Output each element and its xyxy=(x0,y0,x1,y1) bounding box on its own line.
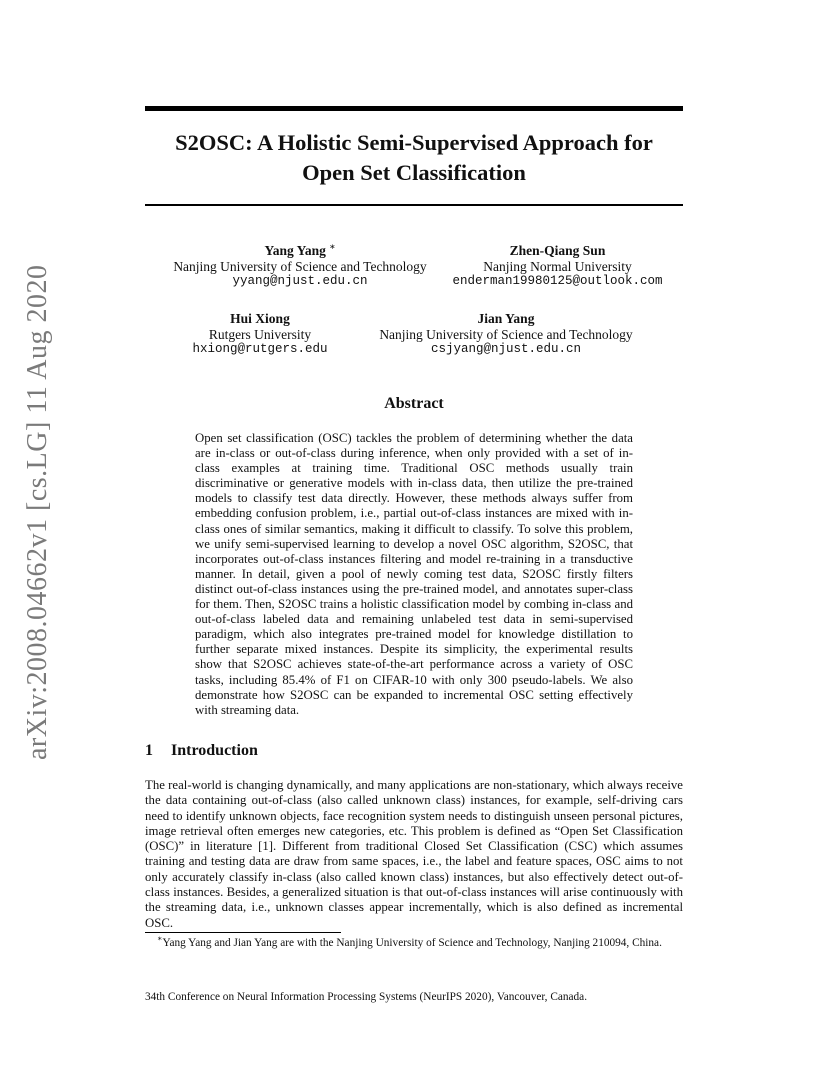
introduction-paragraph: The real-world is changing dynamically, and many applications are non-stationary, which always receive the data containing out-of-class (also called unknown class) instances, for example, self-driving cars need to identify unknown objects, face recognition system needs to distinguish unseen personal pictures, image retrieval often emerges new categories, etc. This problem is defined as “Open Set Classification (OSC)” in literature [1]. Different from traditional Closed Set Classification (CSC) which assumes training and testing data are draw from same spaces, i.e., the label and feature spaces, OSC aims to not only accurately classify in-class (also called known class) instances, but also effectively detect out-of-class instances. Besides, a generalized situation is that out-of-class instances will arise continuously with the streaming data, i.e., unknown classes appear incrementally, which is also defined as incremental OSC. xyxy=(145,778,683,930)
title-line-2: Open Set Classification xyxy=(302,160,526,185)
author-email: yyang@njust.edu.cn xyxy=(232,274,368,288)
section-number: 1 xyxy=(145,742,153,759)
author-name: Hui Xiong xyxy=(230,311,290,326)
author-email: csjyang@njust.edu.cn xyxy=(430,342,582,356)
footnote-mark: ∗ xyxy=(157,934,163,944)
author-affiliation: Nanjing University of Science and Technology xyxy=(173,258,427,274)
author-name: Jian Yang xyxy=(477,311,535,326)
section-heading xyxy=(145,742,258,760)
author-email: enderman19980125@outlook.com xyxy=(452,274,663,288)
author-affiliation: Nanjing Normal University xyxy=(483,258,632,274)
author-block-1 xyxy=(150,243,450,290)
title-line-1: S2OSC: A Holistic Semi-Supervised Approach for xyxy=(175,130,653,155)
author-affiliation: Nanjing University of Science and Technology xyxy=(379,326,633,342)
section-title: Introduction xyxy=(171,742,258,759)
author-email: hxiong@rutgers.edu xyxy=(192,342,328,356)
title-bottom-rule xyxy=(145,204,683,206)
author-name: Yang Yang xyxy=(264,243,326,258)
footnote xyxy=(145,936,683,950)
footnote-text: Yang Yang and Jian Yang are with the Nanjing University of Science and Technology, Nanjing 210094, China. xyxy=(162,937,662,949)
author-name: Zhen-Qiang Sun xyxy=(509,243,606,258)
author-affiliation: Rutgers University xyxy=(208,326,312,342)
author-block-3 xyxy=(180,311,340,358)
author-footnote-mark: ∗ xyxy=(329,241,336,252)
abstract-text: Open set classification (OSC) tackles the problem of determining whether the data are in-class or out-of-class during inference, when only provided with a set of in-class examples at training time. Traditional OSC methods usually train discriminative or generative models with in-class data, then utilize the pre-trained models to classify test data directly. However, these methods always suffer from embedding confusion problem, i.e., partial out-of-class instances are mixed with in-class ones of similar semantics, making it difficult to classify. To solve this problem, we unify semi-supervised learning to develop a novel OSC algorithm, S2OSC, that incorporates out-of-class instances filtering and model re-training in a transductive manner. In detail, given a pool of newly coming test data, S2OSC firstly filters distinct out-of-class instances using the pre-trained model, and annotates super-class for them. Then, S2OSC trains a holistic classification model by combing in-class and out-of-class labeled data and remaining unlabeled test data in semi-supervised paradigm, which also integrates pre-trained model for knowledge distillation to further separate mixed instances. Despite its simplicity, the experimental results show that S2OSC achieves state-of-the-art performance across a variety of OSC tasks, including 85.4% of F1 on CIFAR-10 with only 300 pseudo-labels. We also demonstrate how S2OSC can be expanded to incremental OSC setting effectively with streaming data. xyxy=(195,431,633,717)
author-block-4 xyxy=(370,311,642,358)
arxiv-identifier: arXiv:2008.04662v1 [cs.LG] 11 Aug 2020 xyxy=(22,264,53,760)
title-top-rule xyxy=(145,106,683,111)
paper-title xyxy=(145,128,683,188)
conference-note: 34th Conference on Neural Information Processing Systems (NeurIPS 2020), Vancouver, Canada. xyxy=(145,991,588,1003)
author-block-2 xyxy=(445,243,670,290)
footnote-rule xyxy=(145,932,341,933)
abstract-heading: Abstract xyxy=(384,395,444,412)
